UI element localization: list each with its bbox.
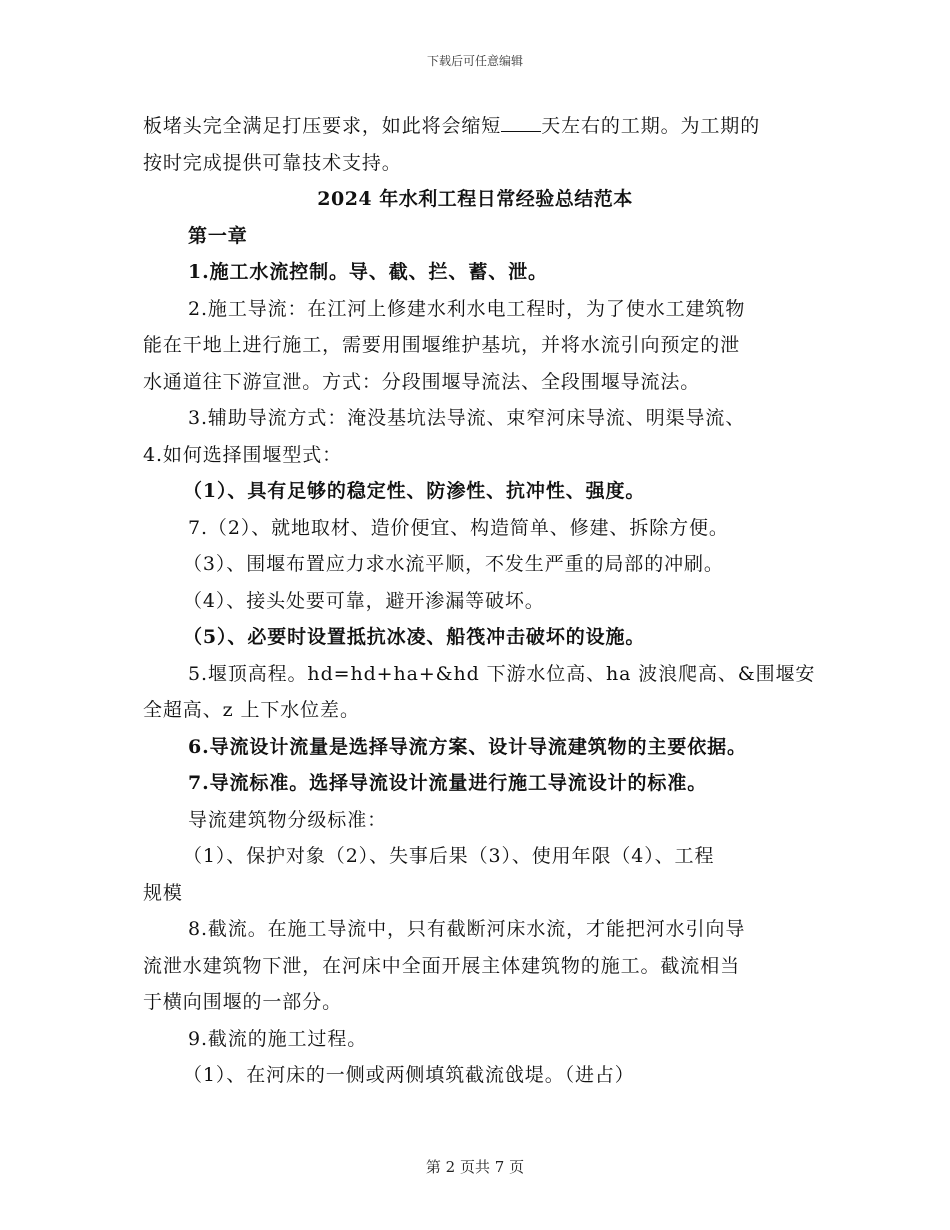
paragraph-line: 规模 bbox=[143, 881, 183, 904]
paragraph-line: 4.如何选择围堰型式： bbox=[143, 443, 343, 466]
paragraph-line: 3.辅助导流方式：淹没基坑法导流、束窄河床导流、明渠导流、 bbox=[188, 407, 746, 429]
page-footer: 第 2 页共 7 页 bbox=[425, 1158, 525, 1176]
paragraph-line: 6.导流设计流量是选择导流方案、设计导流建筑物的主要依据。 bbox=[188, 735, 747, 758]
paragraph-line: 5.堰顶高程。hd=hd+ha+&hd 下游水位高、ha 波浪爬高、&围堰安 bbox=[188, 662, 816, 685]
paragraph-line: 能在干地上进行施工，需要用围堰维护基坑，并将水流引向预定的泄 bbox=[143, 334, 741, 356]
fill-in-blank bbox=[501, 109, 541, 132]
paragraph-line: 于横向围堰的一部分。 bbox=[143, 991, 343, 1013]
paragraph-line: 导流建筑物分级标准： bbox=[188, 808, 388, 831]
paragraph-line: （1）、在河床的一侧或两侧填筑截流戗堤。（进占） bbox=[183, 1064, 635, 1086]
chapter-heading: 第一章 bbox=[188, 224, 248, 247]
paragraph-line: 8.截流。在施工导流中，只有截断河床水流，才能把河水引向导 bbox=[188, 918, 746, 940]
paragraph-line: 水通道往下游宣泄。方式：分段围堰导流法、全段围堰导流法。 bbox=[143, 370, 701, 393]
paragraph-line: 9.截流的施工过程。 bbox=[188, 1027, 368, 1050]
paragraph-line: （1）、保护对象（2）、失事后果（3）、使用年限（4）、工程 bbox=[183, 845, 715, 867]
intro-line-2: 按时完成提供可靠技术支持。 bbox=[143, 151, 402, 174]
paragraph-line: （3）、围堰布置应力求水流平顺，不发生严重的局部的冲刷。 bbox=[183, 553, 724, 575]
paragraph-line: 7.（2）、就地取材、造价便宜、构造简单、修建、拆除方便。 bbox=[188, 516, 729, 539]
paragraph-line: （4）、接头处要可靠，避开渗漏等破坏。 bbox=[183, 589, 545, 612]
intro-text-after-blank: 天左右的工期。为工期的 bbox=[541, 115, 761, 137]
paragraph-line: 流泄水建筑物下泄，在河床中全面开展主体建筑物的施工。截流相当 bbox=[143, 954, 741, 977]
paragraph-line: 2.施工导流：在江河上修建水利水电工程时，为了使水工建筑物 bbox=[188, 297, 746, 320]
paragraph-line: 全超高、z 上下水位差。 bbox=[143, 699, 360, 721]
page-header: 下载后可任意编辑 bbox=[426, 54, 523, 68]
paragraph-line: （1）、具有足够的稳定性、防渗性、抗冲性、强度。 bbox=[183, 480, 646, 502]
document-body bbox=[143, 108, 816, 1094]
paragraph-line: 1.施工水流控制。导、截、拦、蓄、泄。 bbox=[188, 261, 548, 283]
document-title: 2024 年水利工程日常经验总结范本 bbox=[317, 188, 633, 210]
paragraph-line: （5）、必要时设置抵抗冰凌、船筏冲击破坏的设施。 bbox=[183, 626, 646, 648]
intro-text-before-blank: 板堵头完全满足打压要求，如此将会缩短 bbox=[143, 115, 502, 137]
intro-line-1 bbox=[143, 108, 807, 145]
paragraph-line: 7.导流标准。选择导流设计流量进行施工导流设计的标准。 bbox=[188, 772, 708, 794]
